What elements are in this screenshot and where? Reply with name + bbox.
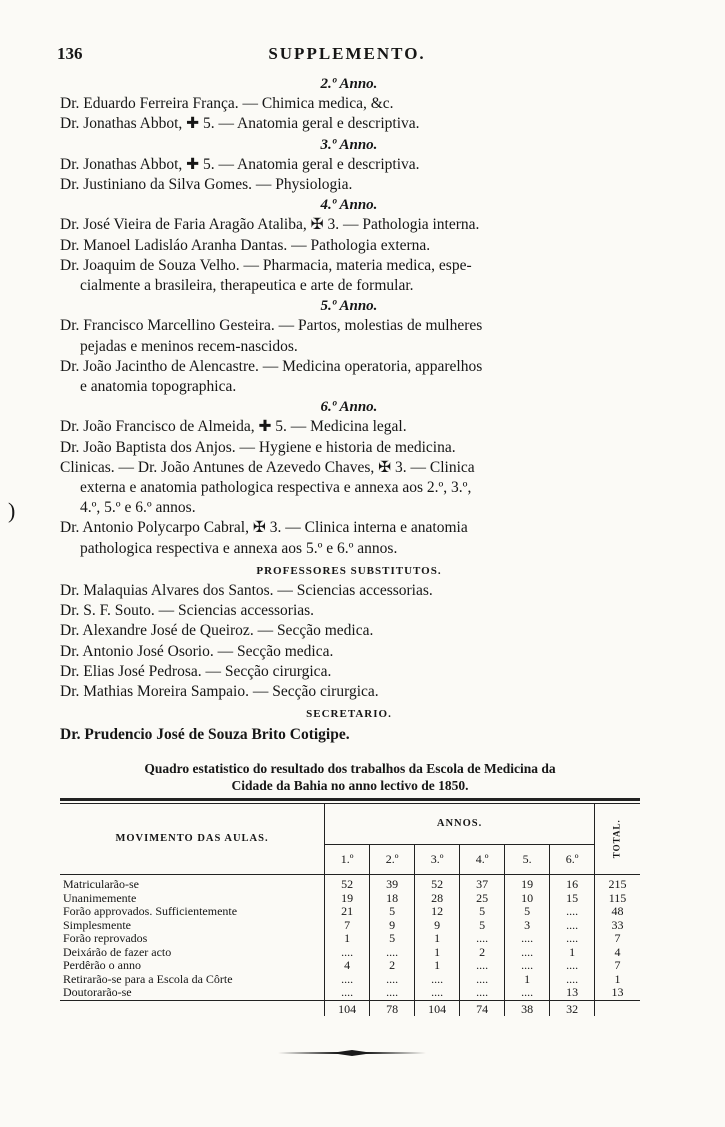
year-column-header: 4.º (460, 845, 505, 875)
faculty-line: cialmente a brasileira, therapeutica e arte de formular. (80, 277, 414, 295)
table-row (60, 919, 640, 933)
table-cell: .... (370, 946, 415, 960)
row-label: Retirarão-se para a Escola da Côrte (60, 973, 325, 987)
table-cell: .... (550, 959, 595, 973)
table-cell: 52 (415, 875, 460, 892)
row-label: Unanimemente (60, 892, 325, 906)
row-total: 1 (595, 973, 640, 987)
table-cell: 5 (460, 919, 505, 933)
sum-total-empty (595, 1000, 640, 1016)
table-cell: 5 (505, 905, 550, 919)
table-cell: .... (460, 973, 505, 987)
table-cell: 7 (325, 919, 370, 933)
faculty-line: Dr. João Jacintho de Alencastre. — Medicina operatoria, apparelhos (60, 357, 483, 375)
year-heading: 4.º Anno. (320, 197, 378, 214)
caption-line-2: Cidade da Bahia no anno lectivo de 1850. (231, 778, 469, 793)
faculty-line: Dr. João Baptista dos Anjos. — Hygiene e historia de medicina. (60, 438, 456, 456)
year-column-header: 6.º (550, 845, 595, 875)
table-cell: .... (550, 905, 595, 919)
row-total: 48 (595, 905, 640, 919)
table-cell: 1 (325, 932, 370, 946)
secretary-line: Dr. Prudencio José de Souza Brito Cotigipe. (60, 725, 350, 743)
table-cell: .... (325, 986, 370, 1000)
caption-line-1: Quadro estatistico do resultado dos trabalhos da Escola de Medicina da (144, 761, 556, 776)
movement-header: MOVIMENTO DAS AULAS. (60, 804, 325, 875)
substitute-line: Dr. S. F. Souto. — Sciencias accessorias. (60, 602, 315, 620)
row-total: 13 (595, 986, 640, 1000)
table-cell: 5 (370, 932, 415, 946)
secretary-heading: SECRETARIO. (306, 708, 392, 721)
table-cell: .... (550, 932, 595, 946)
faculty-list (60, 74, 638, 745)
table-cell: .... (325, 973, 370, 987)
table-row (60, 932, 640, 946)
table-row (60, 959, 640, 973)
row-total: 7 (595, 959, 640, 973)
table-cell: 5 (460, 905, 505, 919)
substitute-line: Dr. Antonio José Osorio. — Secção medica. (60, 642, 334, 660)
table-row (60, 973, 640, 987)
faculty-line: Dr. Jonathas Abbot, ✚ 5. — Anatomia geral e descriptiva. (60, 115, 420, 133)
faculty-line: Dr. Eduardo Ferreira França. — Chimica medica, &c. (60, 95, 394, 113)
table-cell: .... (505, 932, 550, 946)
table-cell: .... (460, 986, 505, 1000)
sum-cell: 74 (460, 1000, 505, 1016)
sum-cell: 104 (325, 1000, 370, 1016)
table-cell: .... (370, 986, 415, 1000)
years-header: ANNOS. (436, 818, 483, 830)
table-cell: 10 (505, 892, 550, 906)
faculty-line: pejadas e meninos recem-nascidos. (80, 337, 298, 355)
row-label: Doutorarão-se (60, 986, 325, 1000)
table-cell: 1 (415, 959, 460, 973)
table-cell: .... (415, 986, 460, 1000)
statistics-table-wrap (60, 798, 640, 1016)
sum-label (60, 1000, 325, 1016)
total-header (595, 804, 640, 875)
tail-ornament (278, 1050, 426, 1056)
page-header (57, 44, 637, 70)
row-label: Forão reprovados (60, 932, 325, 946)
table-cell: 3 (505, 919, 550, 933)
table-row (60, 892, 640, 906)
sum-row (60, 1000, 640, 1016)
table-cell: 19 (325, 892, 370, 906)
faculty-line: Dr. Justiniano da Silva Gomes. — Physiologia. (60, 176, 353, 194)
faculty-line: Dr. José Vieira de Faria Aragão Ataliba, ✠ 3. — Pathologia interna. (60, 216, 480, 234)
table-cell: 1 (415, 946, 460, 960)
table-cell: 13 (550, 986, 595, 1000)
sum-cell: 104 (415, 1000, 460, 1016)
row-label: Simplesmente (60, 919, 325, 933)
table-cell: 12 (415, 905, 460, 919)
table-cell: .... (460, 932, 505, 946)
faculty-line: Dr. Joaquim de Souza Velho. — Pharmacia, materia medica, espe- (60, 256, 472, 274)
year-heading: 5.º Anno. (320, 298, 378, 315)
row-label: Deixárão de fazer acto (60, 946, 325, 960)
table-cell: .... (370, 973, 415, 987)
table-cell: 15 (550, 892, 595, 906)
faculty-line: Dr. Antonio Polycarpo Cabral, ✠ 3. — Clinica interna e anatomia (60, 519, 468, 537)
table-cell: .... (550, 973, 595, 987)
table-cell: .... (505, 946, 550, 960)
table-row (60, 875, 640, 892)
table-cell: .... (550, 919, 595, 933)
page-number: 136 (57, 44, 83, 63)
faculty-line: Dr. Jonathas Abbot, ✚ 5. — Anatomia geral e descriptiva. (60, 155, 420, 173)
running-head: SUPPLEMENTO. (268, 44, 426, 63)
faculty-line: externa e anatomia pathologica respectiva e annexa aos 2.º, 3.º, (80, 479, 472, 497)
table-cell: 21 (325, 905, 370, 919)
total-header-label: TOTAL. (611, 819, 622, 859)
substitutes-heading: PROFESSORES SUBSTITUTOS. (256, 564, 442, 577)
table-top-rule (60, 798, 640, 801)
row-label: Perdêrão o anno (60, 959, 325, 973)
faculty-line: 4.º, 5.º e 6.º annos. (80, 499, 196, 517)
table-cell: 9 (370, 919, 415, 933)
row-total: 215 (595, 875, 640, 892)
table-cell: 16 (550, 875, 595, 892)
table-cell: .... (505, 986, 550, 1000)
row-label: Matricularão-se (60, 875, 325, 892)
table-cell: 4 (325, 959, 370, 973)
year-heading: 3.º Anno. (320, 136, 378, 153)
year-column-header: 3.º (415, 845, 460, 875)
substitute-line: Dr. Malaquias Alvares dos Santos. — Sciencias accessorias. (60, 582, 433, 600)
table-cell: 18 (370, 892, 415, 906)
substitute-line: Dr. Alexandre José de Queiroz. — Secção medica. (60, 622, 374, 640)
sum-cell: 38 (505, 1000, 550, 1016)
year-heading: 2.º Anno. (320, 76, 378, 92)
table-cell: 28 (415, 892, 460, 906)
row-total: 33 (595, 919, 640, 933)
table-cell: 52 (325, 875, 370, 892)
faculty-line: Dr. Manoel Ladisláo Aranha Dantas. — Pathologia externa. (60, 236, 431, 254)
year-column-header: 5. (505, 845, 550, 875)
faculty-line: Dr. Francisco Marcellino Gesteira. — Partos, molestias de mulheres (60, 317, 483, 335)
table-cell: .... (460, 959, 505, 973)
row-label: Forão approvados. Sufficientemente (60, 905, 325, 919)
substitute-line: Dr. Elias José Pedrosa. — Secção cirurgica. (60, 662, 332, 680)
sum-cell: 32 (550, 1000, 595, 1016)
table-cell: .... (415, 973, 460, 987)
table-caption (60, 760, 640, 794)
table-cell: 1 (415, 932, 460, 946)
statistics-table (60, 804, 640, 1016)
table-cell: 5 (370, 905, 415, 919)
table-cell: 2 (370, 959, 415, 973)
table-cell: 9 (415, 919, 460, 933)
substitute-line: Dr. Mathias Moreira Sampaio. — Secção cirurgica. (60, 683, 379, 701)
faculty-line: Dr. João Francisco de Almeida, ✚ 5. — Medicina legal. (60, 418, 407, 436)
sum-cell: 78 (370, 1000, 415, 1016)
faculty-line: pathologica respectiva e annexa aos 5.º e 6.º annos. (80, 539, 398, 557)
table-row (60, 946, 640, 960)
table-cell: .... (325, 946, 370, 960)
table-cell: .... (505, 959, 550, 973)
margin-bracket-mark: ) (8, 498, 16, 523)
year-column-header: 1.º (325, 845, 370, 875)
year-column-header: 2.º (370, 845, 415, 875)
table-cell: 39 (370, 875, 415, 892)
year-heading: 6.º Anno. (320, 399, 378, 416)
faculty-line: Clinicas. — Dr. João Antunes de Azevedo Chaves, ✠ 3. — Clinica (60, 458, 475, 476)
table-cell: 1 (550, 946, 595, 960)
row-total: 115 (595, 892, 640, 906)
row-total: 4 (595, 946, 640, 960)
table-cell: 1 (505, 973, 550, 987)
faculty-line: e anatomia topographica. (80, 378, 237, 396)
table-cell: 25 (460, 892, 505, 906)
table-cell: 37 (460, 875, 505, 892)
table-cell: 19 (505, 875, 550, 892)
table-row (60, 905, 640, 919)
table-cell: 2 (460, 946, 505, 960)
row-total: 7 (595, 932, 640, 946)
table-row (60, 986, 640, 1000)
